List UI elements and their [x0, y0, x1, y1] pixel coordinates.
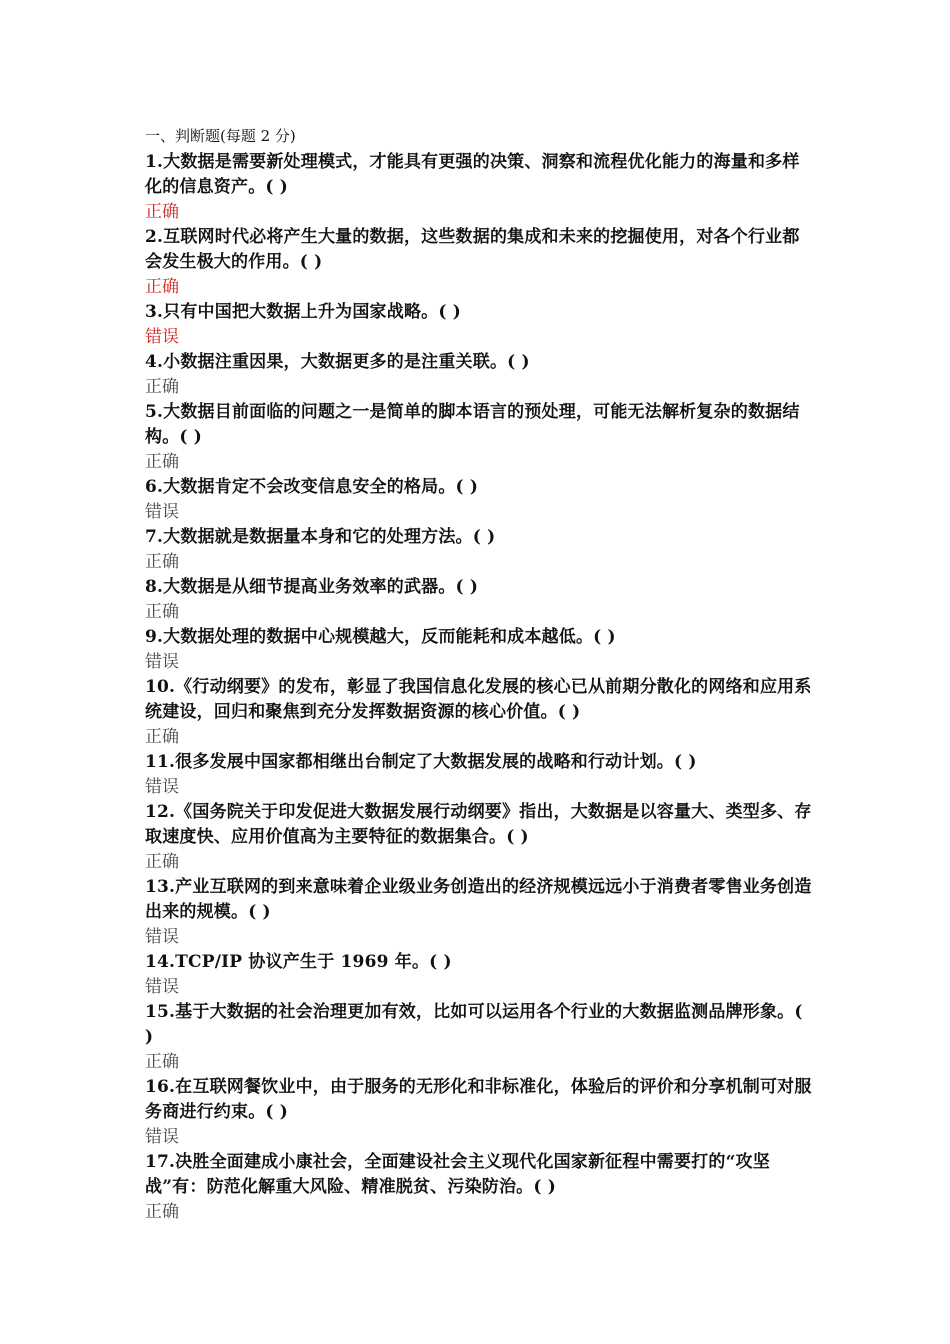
question-text: 1.大数据是需要新处理模式，才能具有更强的决策、洞察和流程优化能力的海量和多样化的信息资产。( ) [145, 152, 800, 197]
question-answer: 正确 [145, 277, 179, 297]
question-item [145, 225, 815, 300]
question-item [145, 1000, 815, 1075]
question-text: 17.决胜全面建成小康社会，全面建设社会主义现代化国家新征程中需要打的“攻坚战”有：防范化解重大风险、精准脱贫、污染防治。( ) [145, 1152, 770, 1197]
question-answer: 正确 [145, 852, 179, 872]
question-answer: 错误 [145, 977, 179, 997]
question-item [145, 575, 815, 625]
question-text: 3.只有中国把大数据上升为国家战略。( ) [145, 302, 461, 322]
question-text: 5.大数据目前面临的问题之一是简单的脚本语言的预处理，可能无法解析复杂的数据结构。( ) [145, 402, 800, 447]
question-item [145, 950, 815, 1000]
question-text: 2.互联网时代必将产生大量的数据，这些数据的集成和未来的挖掘使用，对各个行业都会发生极大的作用。( ) [145, 227, 800, 272]
question-item [145, 525, 815, 575]
question-answer: 错误 [145, 502, 179, 522]
question-item [145, 1075, 815, 1150]
question-item [145, 300, 815, 350]
question-text: 12.《国务院关于印发促进大数据发展行动纲要》指出，大数据是以容量大、类型多、存取速度快、应用价值高为主要特征的数据集合。( ) [145, 802, 812, 847]
question-answer: 正确 [145, 727, 179, 747]
question-text: 13.产业互联网的到来意味着企业级业务创造出的经济规模远远小于消费者零售业务创造出来的规模。( ) [145, 877, 812, 922]
question-answer: 错误 [145, 1127, 179, 1147]
question-text: 7.大数据就是数据量本身和它的处理方法。( ) [145, 527, 496, 547]
question-text: 8.大数据是从细节提高业务效率的武器。( ) [145, 577, 479, 597]
document-content [145, 126, 815, 1225]
question-answer: 正确 [145, 1052, 179, 1072]
question-text: 6.大数据肯定不会改变信息安全的格局。( ) [145, 477, 479, 497]
question-text: 11.很多发展中国家都相继出台制定了大数据发展的战略和行动计划。( ) [145, 752, 697, 772]
question-answer: 正确 [145, 602, 179, 622]
question-answer: 正确 [145, 452, 179, 472]
question-answer: 正确 [145, 1202, 179, 1222]
question-item [145, 750, 815, 800]
question-item [145, 400, 815, 475]
question-answer: 错误 [145, 327, 179, 347]
question-text: 15.基于大数据的社会治理更加有效，比如可以运用各个行业的大数据监测品牌形象。( ) [145, 1002, 803, 1047]
question-item [145, 150, 815, 225]
question-answer: 错误 [145, 652, 179, 672]
question-answer: 正确 [145, 202, 179, 222]
question-item [145, 625, 815, 675]
question-text: 16.在互联网餐饮业中，由于服务的无形化和非标准化，体验后的评价和分享机制可对服务商进行约束。( ) [145, 1077, 812, 1122]
question-text: 4.小数据注重因果，大数据更多的是注重关联。( ) [145, 352, 530, 372]
question-text: 14.TCP/IP 协议产生于 1969 年。( ) [145, 952, 452, 972]
question-item [145, 475, 815, 525]
question-answer: 正确 [145, 552, 179, 572]
question-item [145, 875, 815, 950]
question-item [145, 350, 815, 400]
question-item [145, 800, 815, 875]
question-answer: 错误 [145, 777, 179, 797]
question-answer: 正确 [145, 377, 179, 397]
section-title: 一、判断题(每题 2 分) [145, 127, 296, 145]
question-answer: 错误 [145, 927, 179, 947]
question-text: 9.大数据处理的数据中心规模越大，反而能耗和成本越低。( ) [145, 627, 616, 647]
question-text: 10.《行动纲要》的发布，彰显了我国信息化发展的核心已从前期分散化的网络和应用系统建设，回归和聚焦到充分发挥数据资源的核心价值。( ) [145, 677, 812, 722]
question-item [145, 675, 815, 750]
question-item [145, 1150, 815, 1225]
